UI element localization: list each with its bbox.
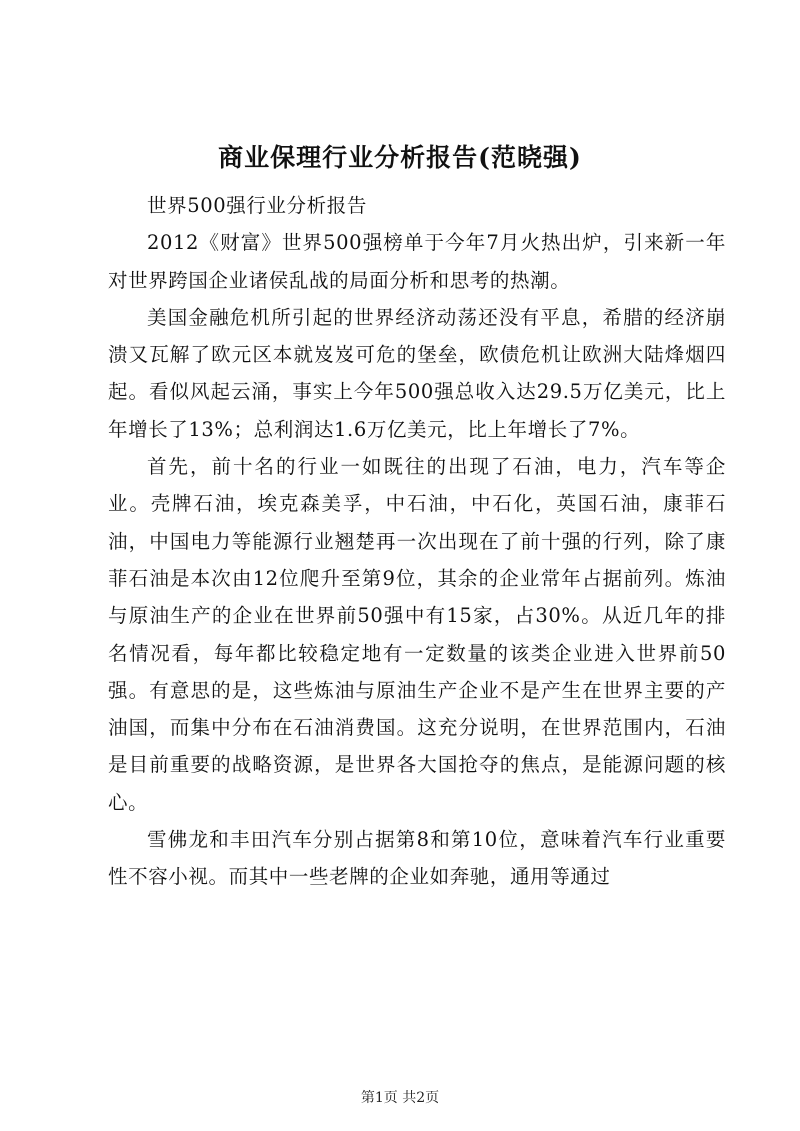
paragraph-subtitle: 世界500强行业分析报告 bbox=[147, 194, 367, 217]
paragraph-energy: 首先，前十名的行业一如既往的出现了石油，电力，汽车等企业。壳牌石油，埃克森美孚，中石油，中石化，英国石油，康菲石油，中国电力等能源行业翘楚再一次出现在了前十强的行列，除了康菲石油是本次由12位爬升至第9位，其余的企业常年占据前列。炼油与原油生产的企业在世界前50强中有15家，占30%。从近几年的排名情况看，每年都比较稳定地有一定数量的该类企业进入世界前50强。有意思的是，这些炼油与原油生产企业不是产生在世界主要的产油国，而集中分布在石油消费国。这充分说明，在世界范围内，石油是目前重要的战略资源，是世界各大国抢夺的焦点，是能源问题的核心。 bbox=[108, 455, 726, 814]
paragraph-economy: 美国金融危机所引起的世界经济动荡还没有平息，希腊的经济崩溃又瓦解了欧元区本就岌岌可危的堡垒，欧债危机让欧洲大陆烽烟四起。看似风起云涌，事实上今年500强总收入达29.5万亿美元，比上年增长了13%；总利润达1.6万亿美元，比上年增长了7%。 bbox=[108, 305, 726, 441]
paragraph-automotive: 雪佛龙和丰田汽车分别占据第8和第10位，意味着汽车行业重要性不容小视。而其中一些老牌的企业如奔驰，通用等通过 bbox=[108, 828, 726, 889]
paragraph-intro: 2012《财富》世界500强榜单于今年7月火热出炉，引来新一年对世界跨国企业诸侯乱战的局面分析和思考的热潮。 bbox=[108, 231, 726, 292]
document-title: 商业保理行业分析报告(范晓强) bbox=[218, 143, 582, 172]
page-number-footer: 第1页 共2页 bbox=[360, 1090, 440, 1106]
document-body bbox=[108, 187, 726, 896]
